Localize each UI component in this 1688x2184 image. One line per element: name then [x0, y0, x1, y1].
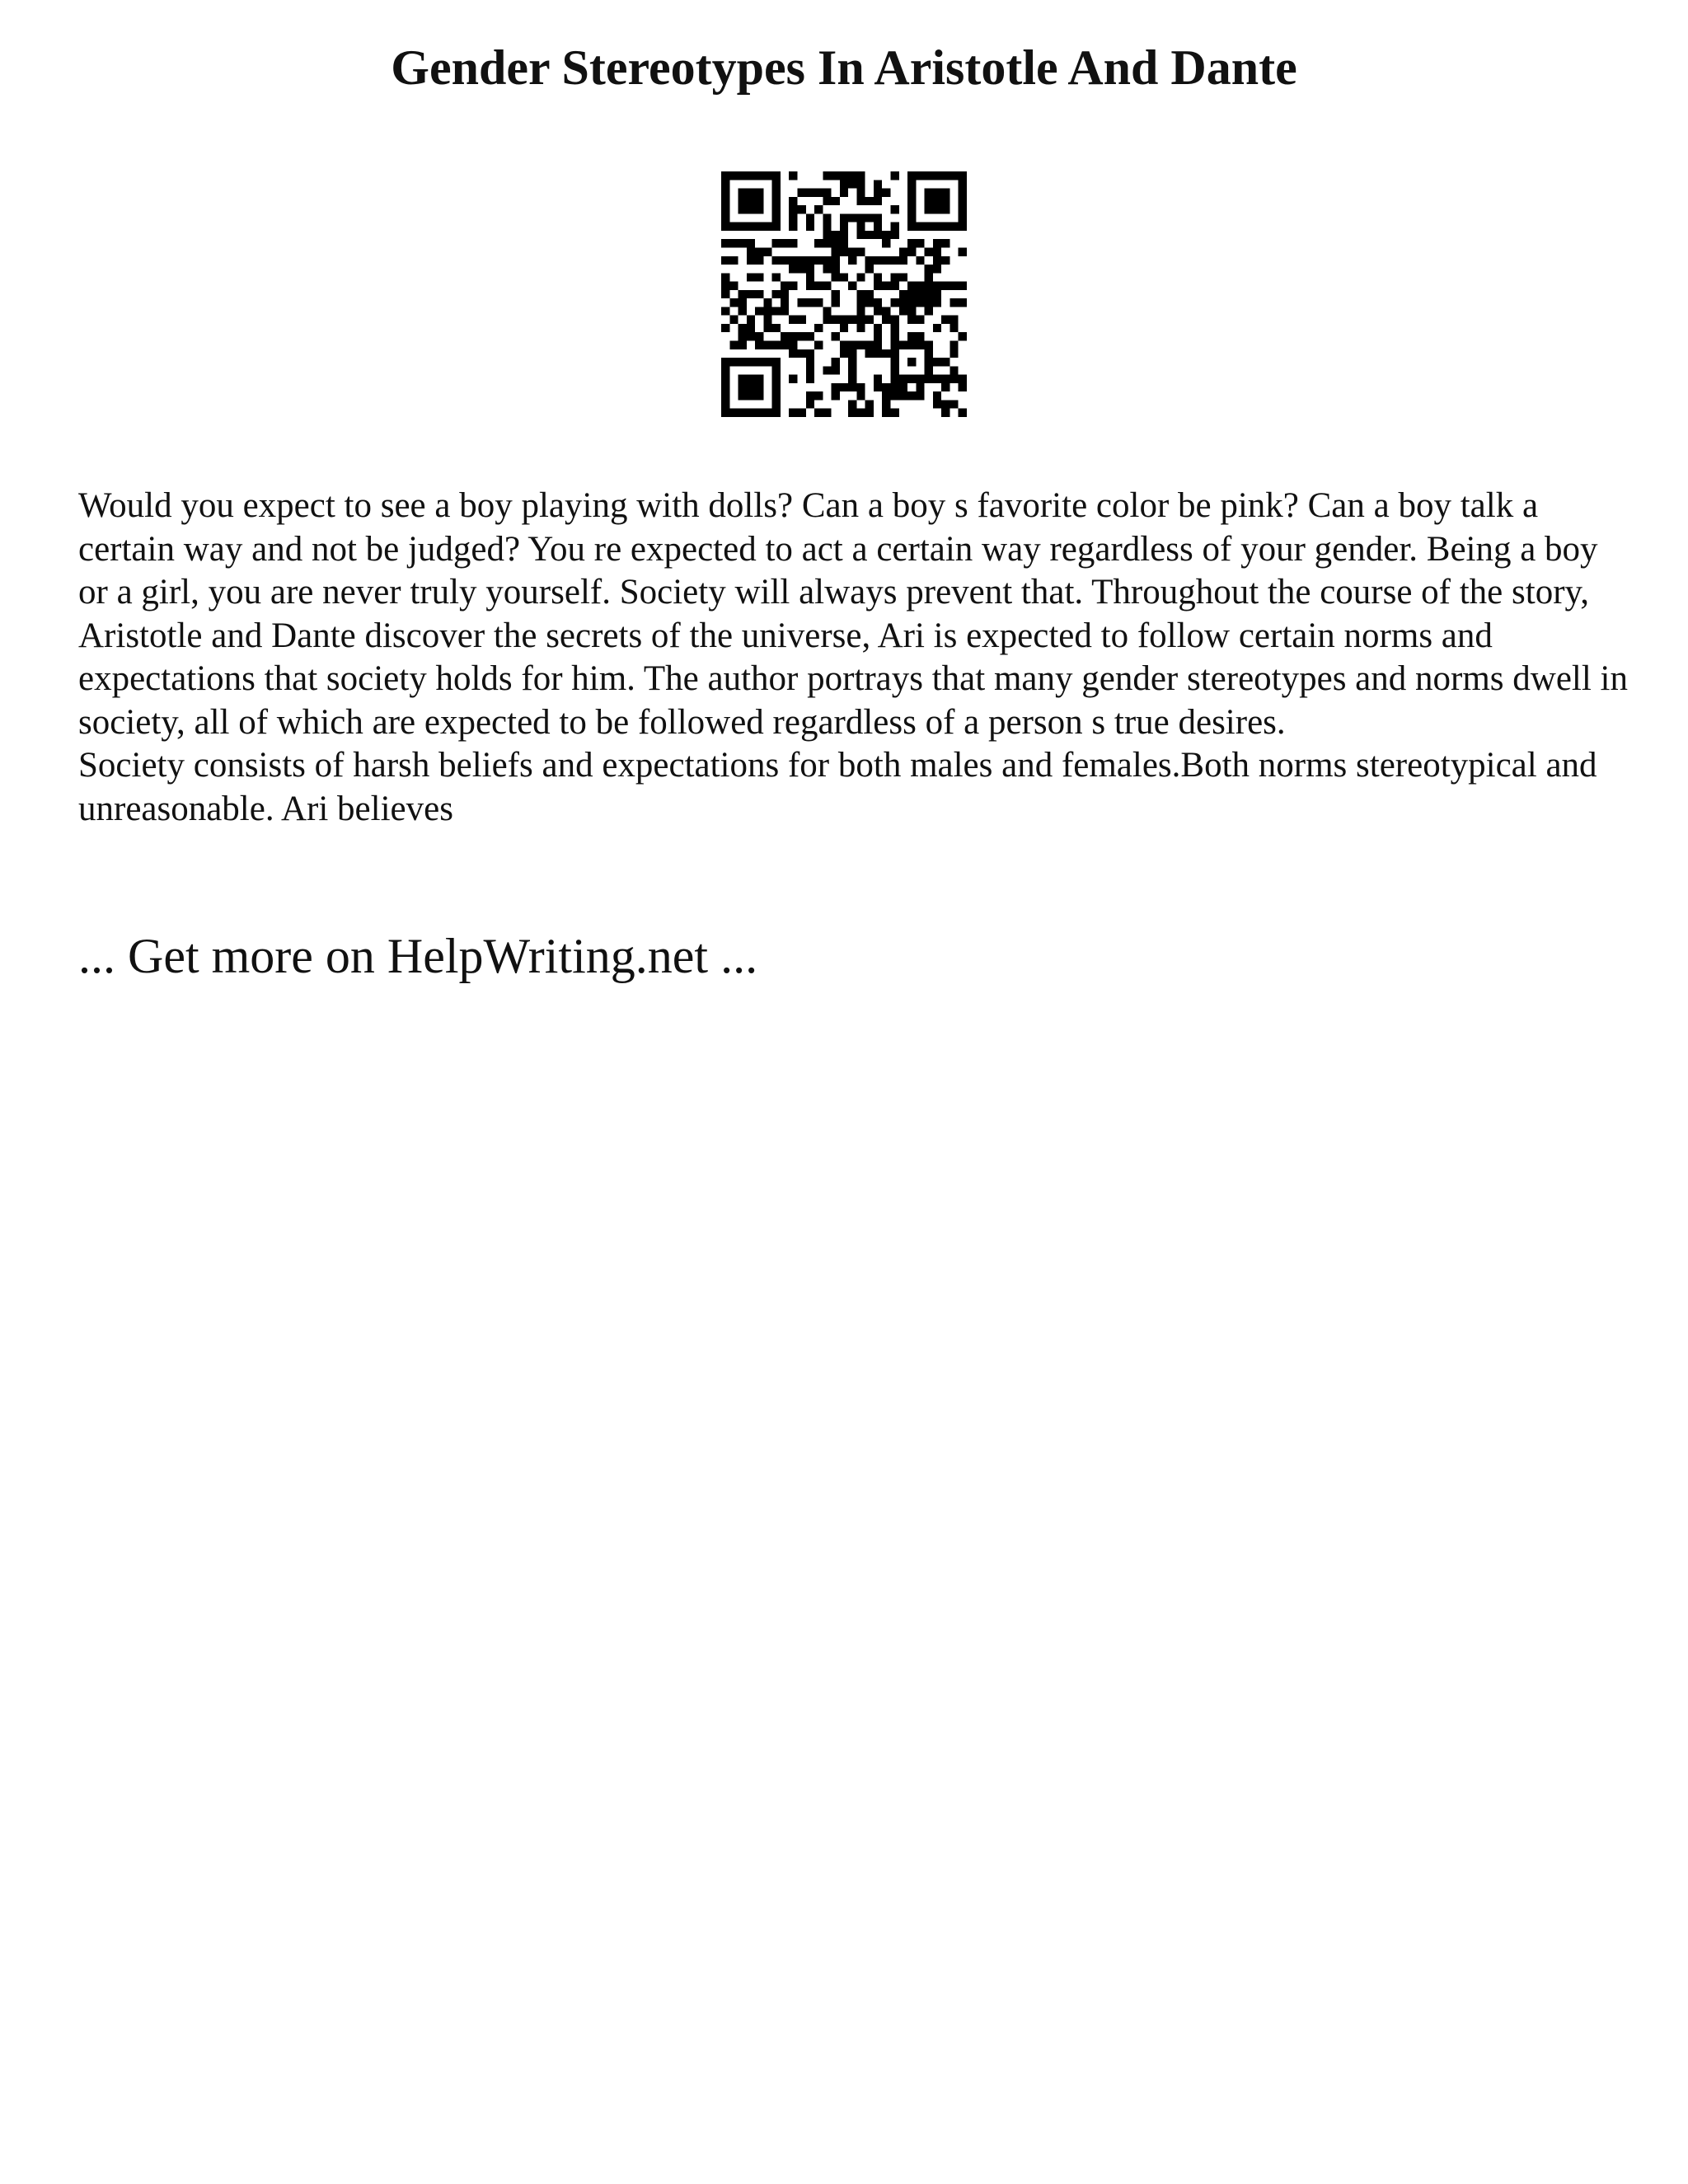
page-title: Gender Stereotypes In Aristotle And Dante	[391, 40, 1297, 95]
qr-code-icon	[721, 171, 967, 417]
article-body	[78, 485, 1628, 831]
paragraph-2: Society consists of harsh beliefs and expectations for both males and females.Both norms stereotypical and unreasonable. Ari believes	[78, 746, 1597, 828]
get-more-link[interactable]: ... Get more on HelpWriting.net ...	[78, 929, 758, 983]
paragraph-1: Would you expect to see a boy playing with dolls? Can a boy s favorite color be pink? Can a boy talk a certain way and not be judged? You re expected to act a certain way regardless of your gender. Being a boy or a girl, you are never truly yourself. Society will always prevent that. Throughout the course of the story, Aristotle and Dante discover the secrets of the universe, Ari is expected to follow certain norms and expectations that society holds for him. The author portrays that many gender stereotypes and norms dwell in society, all of which are expected to be followed regardless of a person s true desires.	[78, 486, 1628, 742]
